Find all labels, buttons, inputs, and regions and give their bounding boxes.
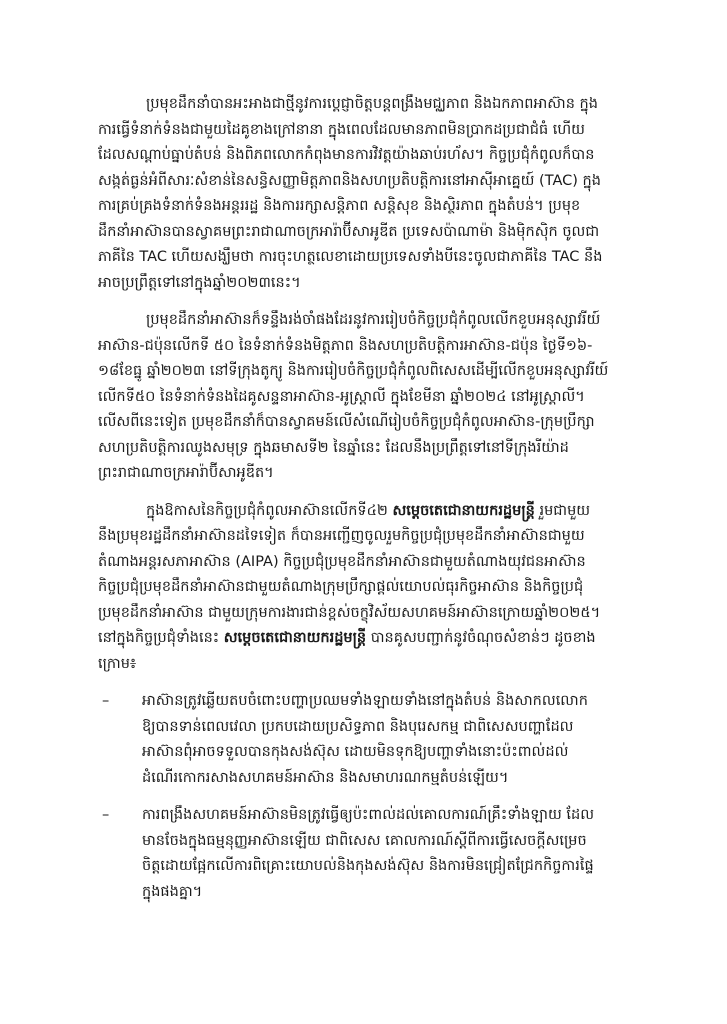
- paragraph-line: ភាគីនៃ TAC ហើយសង្ឃឹមថា ការចុះហត្ថលេខាដោយប្រទេសទាំងបីនេះចូលជាភាគីនៃ TAC នឹង: [98, 249, 603, 265]
- paragraph-line: លើកទី៥០ នៃទំនាក់ទំនងដៃគូសន្ទនាអាស៊ាន-អូស្ត្រាលី ក្នុងខែមីនា ឆ្នាំ២០២៤ នៅអូស្ត្រាលី។: [98, 388, 585, 405]
- line-text: នៅក្នុងកិច្ចប្រជុំទាំងនេះ: [98, 630, 224, 646]
- paragraph-line: ប្រមុខដឹកនាំអាស៊ានក៏ទន្ទឹងរង់ចាំផងដែរនូវការរៀបចំកិច្ចប្រជុំកំពូលលើកខួបអនុស្សាវរីយ៍: [146, 312, 601, 328]
- paragraph-line: ប្រមុខដឹកនាំបានអះអាងជាថ្មីនូវការប្តេជ្ញាចិត្តបន្តពង្រឹងមជ្ឈភាព និងឯកភាពអាស៊ាន ក្នុង: [146, 96, 598, 112]
- bullet-line: អាស៊ានពុំអាចទទួលបានកុងសង់ស៊ុស ដោយមិនទុកឱ្យបញ្ហាទាំងនោះប៉ះពាល់ដល់: [142, 744, 569, 760]
- bullet-line: ក្នុងផងគ្នា។: [142, 883, 203, 900]
- bullet-line: ការពង្រឹងសហគមន៍អាស៊ានមិនត្រូវធ្វើឲ្យប៉ះពាល់ដល់គោលការណ៍គ្រឹះទាំងឡាយ ដែល: [142, 807, 594, 823]
- body-paragraphs: [98, 92, 649, 677]
- bullet-list: [98, 689, 649, 905]
- paragraph-line: ដែលសណ្តាប់ធ្នាប់តំបន់ និងពិភពលោកកំពុងមានការវិវត្តយ៉ាងឆាប់រហ័ស។ កិច្ចប្រជុំកំពូលក៏បាន: [98, 147, 595, 163]
- paragraph-line: សង្កត់ធ្ងន់អំពីសារៈសំខាន់នៃសន្ធិសញ្ញាមិត្តភាពនិងសហប្រតិបត្តិការនៅអាស៊ីអាគ្នេយ៍ (TAC) ក្នុង: [98, 172, 601, 189]
- bold-title-text: សម្តេចតេជោនាយករដ្ឋមន្ត្រី: [392, 502, 535, 519]
- paragraph-line: ប្រមុខដឹកនាំអាស៊ាន ជាមួយក្រុមការងារជាន់ខ្ពស់ចក្ខុវិស័យសហគមន៍អាស៊ានក្រោយឆ្នាំ២០២៥។: [98, 604, 601, 621]
- dash-marker: –: [102, 693, 110, 709]
- paragraph-line: ការធ្វើទំនាក់ទំនងជាមួយដៃគូខាងក្រៅនានា ក្នុងពេលដែលមានភាពមិនប្រាកដប្រជាជំធំ ហើយ: [98, 121, 585, 138]
- paragraph-line: ការគ្រប់គ្រងទំនាក់ទំនងអន្តររដ្ឋ និងការរក្សាសន្តិភាព សន្តិសុខ និងស្ថិរភាព ក្នុងតំបន់។ ប្រមុខ: [98, 198, 581, 214]
- paragraph-line: ១៨ខែធ្នូ ឆ្នាំ២០២៣ នៅទីក្រុងតូក្យូ និងការរៀបចំកិច្ចប្រជុំកំពូលពិសេសដើម្បីលើកខួបអនុស្សាវរីយ៍: [98, 363, 609, 379]
- bullet-item: [98, 689, 649, 791]
- paragraph-line: [98, 499, 649, 525]
- line-text: ក្នុងឱកាសនៃកិច្ចប្រជុំកំពូលអាស៊ានលើកទី៤២: [146, 502, 393, 519]
- paragraph: [98, 308, 649, 487]
- line-text: រួមជាមួយ: [534, 502, 591, 519]
- paragraph-line: សហប្រតិបត្តិការឈូងសមុទ្រ ក្នុងឆមាសទី២ នៃឆ្នាំនេះ ដែលនឹងប្រព្រឹត្តទៅនៅទីក្រុងរីយ៉ាដ: [98, 439, 569, 456]
- bullet-line: ដំណើរកោករសាងសហគមន៍អាស៊ាន និងសមាហរណកម្មតំបន់ឡើយ។: [142, 769, 509, 786]
- paragraph-line: ក្រោម៖: [98, 655, 137, 672]
- paragraph-line: ព្រះរាជាណាចក្រអារ៉ាប៊ីសាអូឌីត។: [98, 465, 274, 481]
- paragraph: [98, 92, 649, 296]
- dash-marker: –: [102, 807, 110, 823]
- paragraph-line: អាស៊ាន-ជប៉ុនលើកទី ៥០ នៃទំនាក់ទំនងមិត្តភាព និងសហប្រតិបត្តិការអាស៊ាន-ជប៉ុន ថ្ងៃទី១៦-: [98, 337, 593, 354]
- paragraph-line: អាចប្រព្រឹត្តទៅនៅក្នុងឆ្នាំ២០២៣នេះ។: [98, 274, 301, 291]
- line-text: បានគូសបញ្ជាក់នូវចំណុចសំខាន់ៗ ដូចខាង: [366, 630, 596, 646]
- bullet-line: មានចែងក្នុងធម្មនុញ្ញអាស៊ានឡើយ ជាពិសេស គោលការណ៍ស្តីពីការធ្វើសេចក្តីសម្រេច: [142, 832, 587, 849]
- bullet-item: [98, 803, 649, 905]
- paragraph-line: តំណាងអន្តរសភាអាស៊ាន (AIPA) កិច្ចប្រជុំប្រមុខដឹកនាំអាស៊ានជាមួយតំណាងយុវជនអាស៊ាន: [98, 553, 586, 570]
- paragraph-line: លើសពីនេះទៀត ប្រមុខដឹកនាំក៏បានស្វាគមន៍លើសំណើរៀបចំកិច្ចប្រជុំកំពូលអាស៊ាន-ក្រុមប្រឹក្សា: [98, 414, 595, 430]
- bold-title-text: សម្តេចតេជោនាយករដ្ឋមន្ត្រី: [223, 630, 367, 646]
- paragraph-line: ដឹកនាំអាស៊ានបានស្វាគមព្រះរាជាណាចក្រអារ៉ាប៊ីសាអូឌីត ប្រទេសប៉ាណាម៉ា និងម៉ិកស៊ិក ចូលជា: [98, 223, 600, 240]
- bullet-line: អាស៊ានត្រូវឆ្លើយតបចំពោះបញ្ហាប្រឈមទាំងឡាយទាំងនៅក្នុងតំបន់ និងសាកលលោក: [142, 693, 588, 709]
- paragraph-line: [98, 626, 649, 652]
- paragraph-line: កិច្ចប្រជុំប្រមុខដឹកនាំអាស៊ានជាមួយតំណាងក្រុមប្រឹក្សាផ្តល់យោបល់ធុរកិច្ចអាស៊ាន និងកិច្ចប្រជុំ: [98, 579, 584, 595]
- bullet-line: ចិត្តដោយផ្អែកលើការពិគ្រោះយោបល់និងកុងសង់ស៊ុស និងការមិនជ្រៀតជ្រែកកិច្ចការផ្ទៃ: [142, 858, 594, 874]
- paragraph: [98, 499, 649, 678]
- bullet-line: ឱ្យបានទាន់ពេលវេលា ប្រកបដោយប្រសិទ្ធភាព និងបុរេសកម្ម ជាពិសេសបញ្ហាដែល: [142, 718, 574, 735]
- paragraph-line: នឹងប្រមុខរដ្ឋដឹកនាំអាស៊ានដទៃទៀត ក៏បានអញ្ជើញចូលរួមកិច្ចប្រជុំប្រមុខដឹកនាំអាស៊ានជាមួយ: [98, 528, 585, 544]
